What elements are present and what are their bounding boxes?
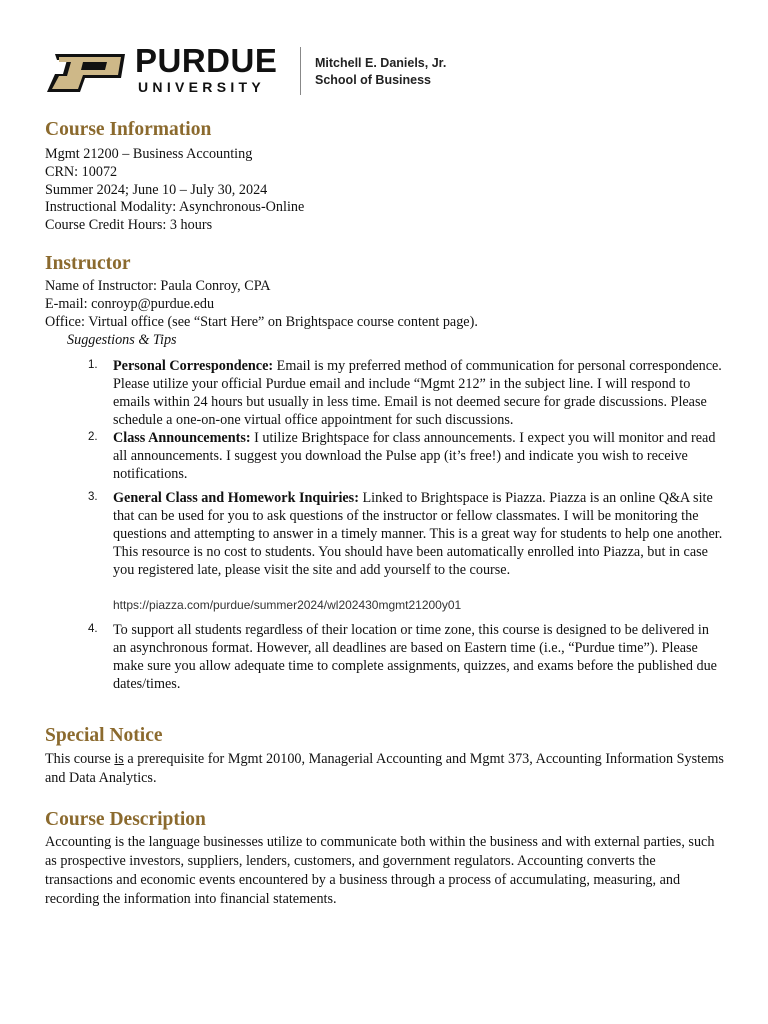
logo-wordmark: PURDUE [135,42,278,79]
tip-description: To support all students regardless of their location or time zone, this course is designed to be delivered in an asynchronous format. However, all deadlines are based on Eastern time (i.e., “Purdue time”). Please make sure you allow adequate time to complete assignments, quizzes, and exams before the published due dates/times. [113,622,717,692]
notice-text-part: a prerequisite for Mgmt 20100, Managerial Accounting and Mgmt 373, Accounting Information Systems and Data Analytics. [45,751,724,786]
list-number: 1. [88,359,98,371]
course-description-heading: Course Description [45,809,206,830]
course-info-line: CRN: 10072 [45,164,118,180]
instructor-email[interactable]: E-mail: conroyp@purdue.edu [45,296,215,312]
notice-text-part: This course [45,751,115,767]
special-notice-heading: Special Notice [45,725,163,746]
tip-text [113,357,725,429]
list-number: 2. [88,431,98,443]
purdue-p-logo-icon [45,52,129,94]
course-info-line: Mgmt 21200 – Business Accounting [45,146,253,162]
special-notice-text [45,750,725,788]
tip-text [113,429,725,483]
logo-subtext: UNIVERSITY [138,79,266,95]
course-info-line: Summer 2024; June 10 – July 30, 2024 [45,182,268,198]
tips-label: Suggestions & Tips [67,332,177,348]
school-name-line1: Mitchell E. Daniels, Jr. [315,56,447,70]
tip-description: Linked to Brightspace is Piazza. Piazza is an online Q&A site that can be used for you to ask questions of the instructor or fellow classmates. I will be monitoring the questions and attempting to answer in a timely manner. This is a great way for students to help one another. This resource is no cost to students. You should have been automatically enrolled into Piazza, but in case you registered late, please visit the site and add yourself to the course. [113,490,723,578]
piazza-link[interactable]: https://piazza.com/purdue/summer2024/wl202430mgmt21200y01 [113,598,462,612]
tip-text [113,489,725,579]
logo-divider [300,47,301,95]
tip-description: Email is my preferred method of communication for personal correspondence. Please utilize your official Purdue email and include “Mgmt 212” in the subject line. I will respond to emails within 24 hours but usually in less time. Email is not deemed secure for grade discussions. Please schedule a one-on-one virtual office appointment for such discussions. [113,358,722,428]
tip-description: I utilize Brightspace for class announcements. I expect you will monitor and read all announcements. I suggest you download the Pulse app (it’s free!) and indicate you wish to receive notifications. [113,430,716,482]
list-number: 3. [88,491,98,503]
tip-title: Class Announcements: [113,430,251,446]
notice-underlined-word: is [114,751,124,767]
course-info-line: Course Credit Hours: 3 hours [45,217,213,233]
course-info-heading: Course Information [45,119,212,140]
list-number: 4. [88,623,98,635]
course-info-line: Instructional Modality: Asynchronous-Online [45,199,305,215]
tip-text [113,621,725,693]
instructor-name: Name of Instructor: Paula Conroy, CPA [45,278,271,294]
tip-title: General Class and Homework Inquiries: [113,490,359,506]
school-name-line2: School of Business [315,73,431,87]
instructor-heading: Instructor [45,253,131,274]
instructor-office: Office: Virtual office (see “Start Here” on Brightspace course content page). [45,314,478,330]
tip-title: Personal Correspondence: [113,358,274,374]
course-description-text: Accounting is the language businesses utilize to communicate both within the business and with external parties, such as prospective investors, suppliers, lenders, customers, and government regulators. Accounting converts the transactions and economic events encountered by a business through a process of accumulating, measuring, and recording the information into financial statements. [45,834,715,907]
